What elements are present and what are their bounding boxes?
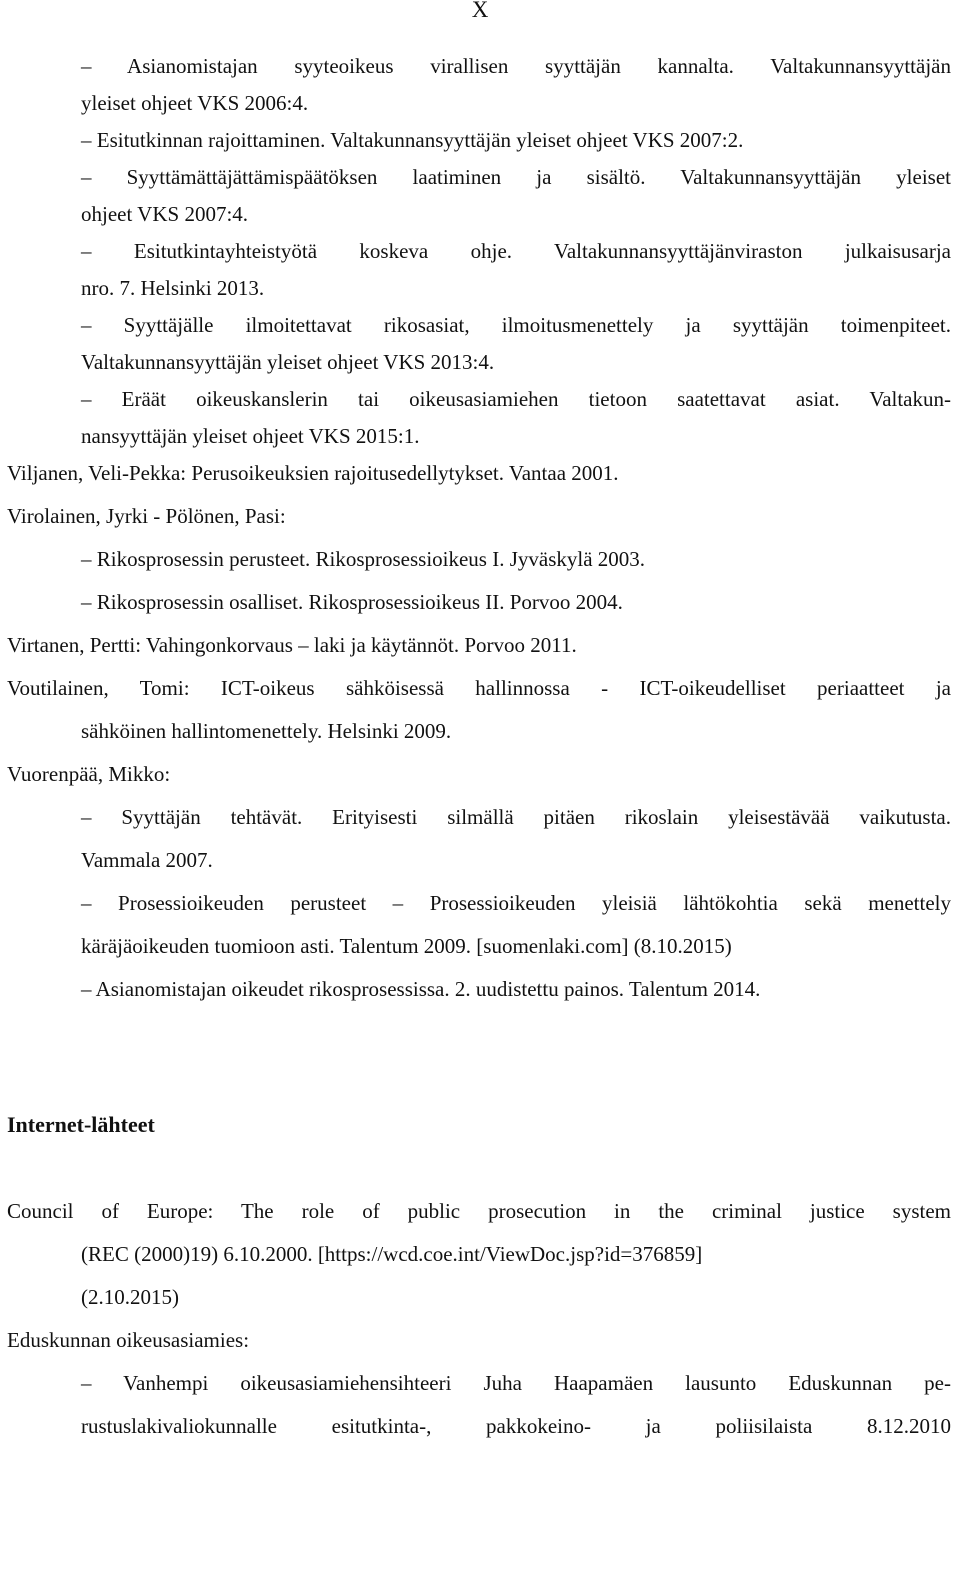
page-number: X: [471, 0, 489, 22]
ref-line: Virolainen, Jyrki - Pölönen, Pasi:: [7, 504, 286, 528]
ref-line: – Syyttäjän tehtävät. Erityisesti silmällä pitäen rikoslain yleisestävää vaikutusta.: [81, 805, 951, 829]
ref-line: – Eräät oikeuskanslerin tai oikeusasiamiehen tietoon saatettavat asiat. Valtakun-: [81, 387, 951, 411]
ref-line: – Syyttämättäjättämispäätöksen laatiminen ja sisältö. Valtakunnansyyttäjän yleiset: [81, 165, 951, 189]
ref-line: Voutilainen, Tomi: ICT-oikeus sähköisessä hallinnossa - ICT-oikeudelliset periaatteet ja: [7, 676, 951, 700]
ref-line: – Esitutkinnan rajoittaminen. Valtakunnansyyttäjän yleiset ohjeet VKS 2007:2.: [81, 128, 744, 152]
ref-line: sähköinen hallintomenettely. Helsinki 2009.: [81, 719, 452, 743]
ref-line: Council of Europe: The role of public prosecution in the criminal justice system: [7, 1199, 951, 1223]
ref-line: Viljanen, Veli-Pekka: Perusoikeuksien rajoitusedellytykset. Vantaa 2001.: [7, 461, 619, 485]
ref-line: nro. 7. Helsinki 2013.: [81, 276, 265, 300]
ref-line: Eduskunnan oikeusasiamies:: [7, 1328, 250, 1352]
ref-line: Virtanen, Pertti: Vahingonkorvaus – laki ja käytännöt. Porvoo 2011.: [7, 633, 577, 657]
ref-line: – Asianomistajan oikeudet rikosprosessissa. 2. uudistettu painos. Talentum 2014.: [81, 977, 761, 1001]
ref-line: nansyyttäjän yleiset ohjeet VKS 2015:1.: [81, 424, 420, 448]
ref-line: Valtakunnansyyttäjän yleiset ohjeet VKS 2013:4.: [81, 350, 495, 374]
ref-line: käräjäoikeuden tuomioon asti. Talentum 2009. [suomenlaki.com] (8.10.2015): [81, 934, 732, 958]
ref-line: yleiset ohjeet VKS 2006:4.: [81, 91, 309, 115]
ref-line: Vuorenpää, Mikko:: [7, 762, 171, 786]
ref-line: Vammala 2007.: [81, 848, 213, 872]
ref-line: (2.10.2015): [81, 1285, 179, 1309]
bibliography: [7, 48, 951, 1445]
ref-line: – Prosessioikeuden perusteet – Prosessioikeuden yleisiä lähtökohtia sekä menettely: [81, 891, 951, 915]
ref-line: – Syyttäjälle ilmoitettavat rikosasiat, ilmoitusmenettely ja syyttäjän toimenpiteet.: [81, 313, 951, 337]
ref-line: ohjeet VKS 2007:4.: [81, 202, 249, 226]
ref-line: – Vanhempi oikeusasiamiehensihteeri Juha Haapamäen lausunto Eduskunnan pe-: [81, 1371, 951, 1395]
ref-line: – Asianomistajan syyteoikeus virallisen syyttäjän kannalta. Valtakunnansyyttäjän: [81, 54, 951, 78]
section-heading-internet: Internet-lähteet: [7, 1112, 155, 1137]
ref-line: – Rikosprosessin perusteet. Rikosprosessioikeus I. Jyväskylä 2003.: [81, 547, 646, 571]
ref-line: (REC (2000)19) 6.10.2000. [https://wcd.coe.int/ViewDoc.jsp?id=376859]: [81, 1242, 703, 1266]
ref-line: rustuslakivaliokunnalle esitutkinta-, pakkokeino- ja poliisilaista 8.12.2010: [81, 1414, 951, 1438]
ref-line: – Rikosprosessin osalliset. Rikosprosessioikeus II. Porvoo 2004.: [81, 590, 623, 614]
ref-line: – Esitutkintayhteistyötä koskeva ohje. Valtakunnansyyttäjänviraston julkaisusarja: [81, 239, 951, 263]
